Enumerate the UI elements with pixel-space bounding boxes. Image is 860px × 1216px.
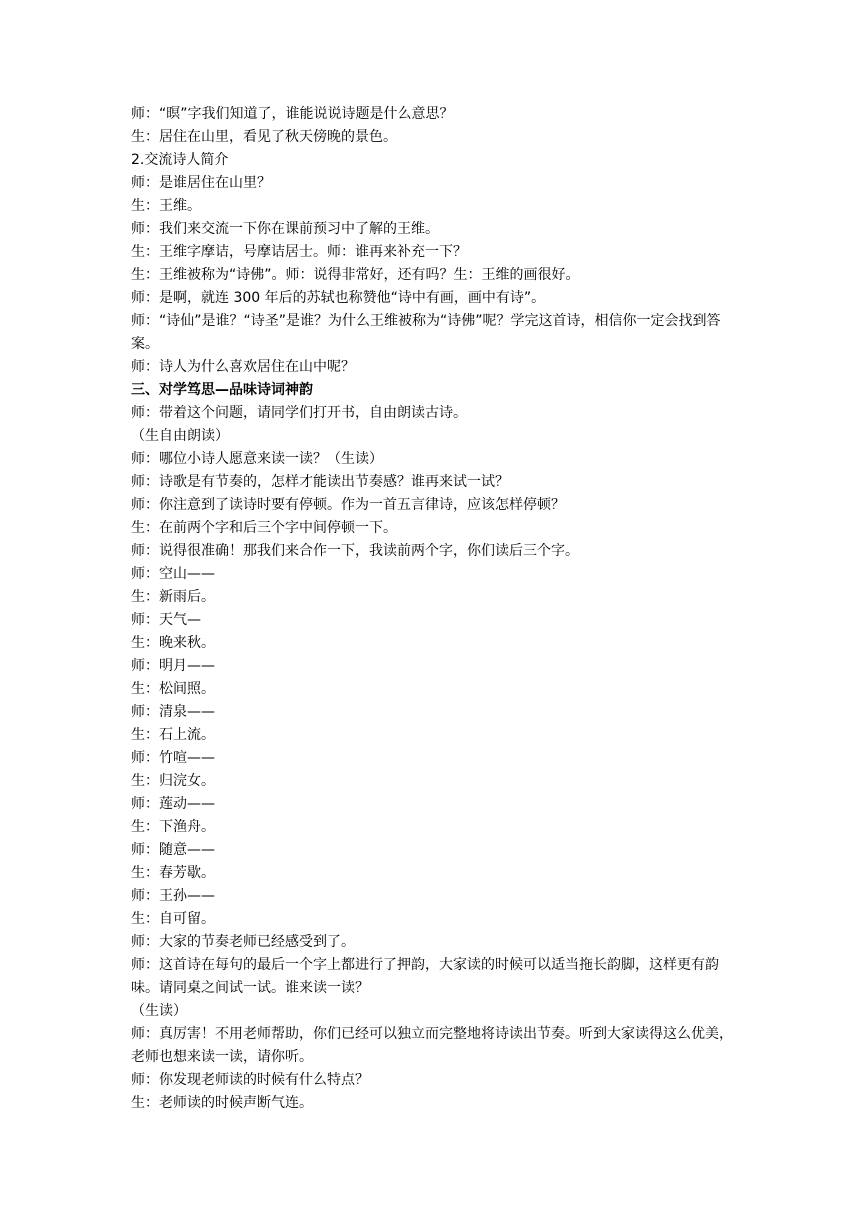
dialogue-line: 生：老师读的时候声断气连。 — [131, 1095, 313, 1111]
dialogue-line: 师：你发现老师读的时候有什么特点？ — [131, 1072, 369, 1088]
dialogue-paragraph: 师：这首诗在每句的最后一个字上都进行了押韵，大家读的时候可以适当拖长韵脚，这样更有韵味。请同桌之间试一试。谁来读一读？ — [131, 957, 719, 996]
dialogue-paragraph: 师：“诗仙”是谁？“诗圣”是谁？为什么王维被称为“诗佛”呢？学完这首诗，相信你一定会找到答案。 — [131, 313, 721, 352]
dialogue-line: 师：“暝”字我们知道了，谁能说说诗题是什么意思？ — [131, 106, 454, 122]
dialogue-line: 师：诗歌是有节奏的，怎样才能读出节奏感？谁再来试一试？ — [131, 474, 509, 490]
poem-line-student: 生：晚来秋。 — [131, 635, 215, 651]
dialogue-paragraph: 师：真厉害！不用老师帮助，你们已经可以独立而完整地将诗读出节奏。听到大家读得这么优美，老师也想来读一读，请你听。 — [131, 1026, 733, 1065]
stage-direction: （生读） — [131, 1003, 187, 1019]
poem-line-teacher: 师：随意—— — [131, 842, 215, 858]
document-body — [131, 103, 735, 1115]
dialogue-line: 生：王维被称为“诗佛”。师：说得非常好，还有吗？生：王维的画很好。 — [131, 267, 580, 283]
stage-direction: （生自由朗读） — [131, 428, 229, 444]
dialogue-line: 生：居住在山里，看见了秋天傍晚的景色。 — [131, 129, 397, 145]
dialogue-line: 生：王维。 — [131, 198, 201, 214]
dialogue-line: 师：诗人为什么喜欢居住在山中呢？ — [131, 359, 355, 375]
dialogue-line: 师：哪位小诗人愿意来读一读？（生读） — [131, 451, 383, 467]
dialogue-line: 师：说得很准确！那我们来合作一下，我读前两个字，你们读后三个字。 — [131, 543, 579, 559]
poem-line-teacher: 师：空山—— — [131, 566, 215, 582]
dialogue-line: 生：王维字摩诘，号摩诘居士。师：谁再来补充一下？ — [131, 244, 467, 260]
poem-line-teacher: 师：天气— — [131, 612, 201, 628]
poem-line-student: 生：下渔舟。 — [131, 819, 215, 835]
section-heading: 三、对学笃思—品味诗词神韵 — [131, 382, 313, 398]
poem-line-teacher: 师：王孙—— — [131, 888, 215, 904]
poem-line-student: 生：归浣女。 — [131, 773, 215, 789]
dialogue-line: 师：大家的节奏老师已经感受到了。 — [131, 934, 355, 950]
dialogue-line: 生：在前两个字和后三个字中间停顿一下。 — [131, 520, 397, 536]
poem-line-teacher: 师：明月—— — [131, 658, 215, 674]
poem-line-student: 生：新雨后。 — [131, 589, 215, 605]
poem-line-student: 生：自可留。 — [131, 911, 215, 927]
dialogue-line: 师：是啊，就连 300 年后的苏轼也称赞他“诗中有画，画中有诗”。 — [131, 290, 546, 306]
poem-line-student: 生：石上流。 — [131, 727, 215, 743]
dialogue-line: 师：我们来交流一下你在课前预习中了解的王维。 — [131, 221, 439, 237]
dialogue-line: 师：是谁居住在山里？ — [131, 175, 271, 191]
poem-line-student: 生：松间照。 — [131, 681, 215, 697]
poem-line-teacher: 师：清泉—— — [131, 704, 215, 720]
poem-line-teacher: 师：竹喧—— — [131, 750, 215, 766]
section-subheading: 2.交流诗人简介 — [131, 152, 229, 168]
dialogue-line: 师：带着这个问题，请同学们打开书，自由朗读古诗。 — [131, 405, 467, 421]
dialogue-line: 师：你注意到了读诗时要有停顿。作为一首五言律诗，应该怎样停顿？ — [131, 497, 565, 513]
poem-line-teacher: 师：莲动—— — [131, 796, 215, 812]
poem-line-student: 生：春芳歇。 — [131, 865, 215, 881]
